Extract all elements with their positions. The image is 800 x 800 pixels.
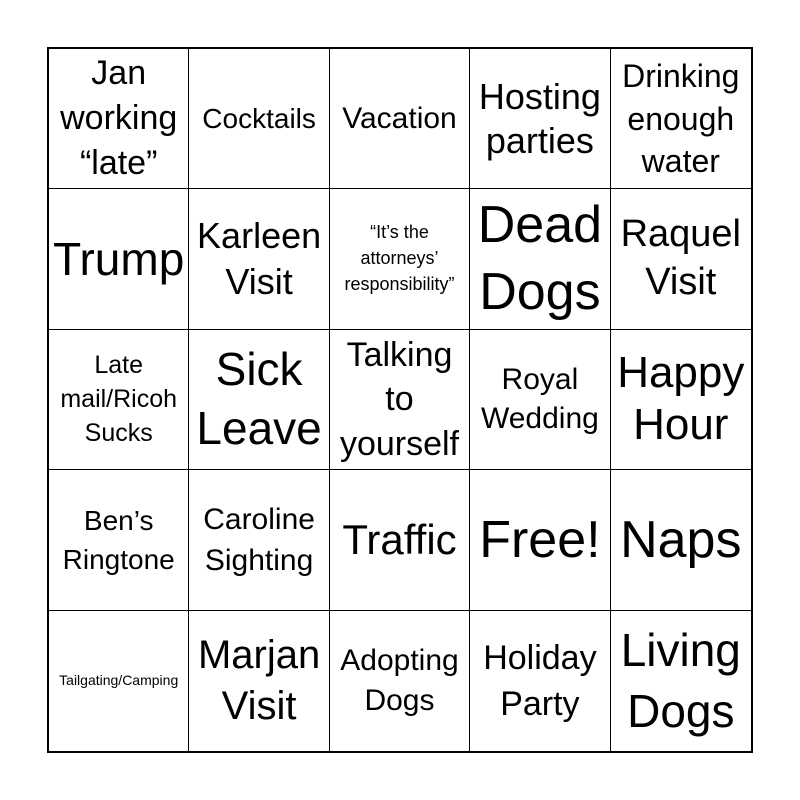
cell-label: Drinking enough water	[622, 58, 740, 179]
cell-label: Hosting parties	[478, 75, 601, 161]
bingo-cell-r5c2[interactable]	[189, 611, 329, 751]
bingo-cell-r4c1[interactable]	[49, 470, 189, 610]
bingo-cell-r3c2[interactable]	[189, 330, 329, 470]
bingo-board	[47, 47, 753, 753]
bingo-cell-r3c5[interactable]	[611, 330, 751, 470]
cell-label: Late mail/Ricoh Sucks	[60, 351, 178, 448]
bingo-cell-r3c4[interactable]	[470, 330, 610, 470]
cell-label: Holiday Party	[483, 638, 597, 723]
cell-label: Adopting Dogs	[340, 643, 459, 717]
cell-label: Free!	[479, 510, 601, 569]
cell-label: Vacation	[342, 101, 457, 135]
bingo-cell-r1c3[interactable]	[330, 49, 470, 189]
cell-label: Marjan Visit	[197, 633, 321, 728]
bingo-cell-r2c2[interactable]	[189, 189, 329, 329]
bingo-cell-r5c4[interactable]	[470, 611, 610, 751]
cell-label: Traffic	[342, 515, 457, 563]
cell-label: Raquel Visit	[620, 213, 741, 304]
bingo-cell-r4c2[interactable]	[189, 470, 329, 610]
cell-label: Cocktails	[202, 102, 316, 134]
cell-label: Living Dogs	[620, 624, 741, 737]
bingo-cell-r2c1[interactable]	[49, 189, 189, 329]
cell-label: Talking to yourself	[339, 336, 460, 463]
cell-label: Jan working “late”	[60, 54, 178, 183]
cell-label: Happy Hour	[617, 347, 745, 450]
bingo-cell-r1c4[interactable]	[470, 49, 610, 189]
bingo-cell-r3c3[interactable]	[330, 330, 470, 470]
bingo-cell-r2c5[interactable]	[611, 189, 751, 329]
bingo-cell-r4c3[interactable]	[330, 470, 470, 610]
cell-label: Dead Dogs	[477, 195, 603, 322]
bingo-cell-r4c5[interactable]	[611, 470, 751, 610]
bingo-cell-r4c4[interactable]	[470, 470, 610, 610]
cell-label: Royal Wedding	[480, 363, 599, 436]
cell-label: Trump	[53, 232, 185, 285]
cell-label: Sick Leave	[196, 342, 322, 455]
bingo-cell-r5c5[interactable]	[611, 611, 751, 751]
bingo-cell-r1c2[interactable]	[189, 49, 329, 189]
cell-label: Karleen Visit	[197, 215, 322, 303]
cell-label: “It’s the attorneys’ responsibility”	[344, 222, 455, 295]
bingo-cell-r2c4[interactable]	[470, 189, 610, 329]
bingo-cell-r2c3[interactable]	[330, 189, 470, 329]
bingo-cell-r5c3[interactable]	[330, 611, 470, 751]
cell-label: Caroline Sighting	[203, 502, 315, 577]
cell-label: Tailgating/Camping	[59, 672, 179, 689]
bingo-cell-r5c1[interactable]	[49, 611, 189, 751]
cell-label: Ben’s Ringtone	[62, 504, 175, 575]
bingo-cell-r1c5[interactable]	[611, 49, 751, 189]
cell-label: Naps	[620, 510, 742, 569]
bingo-cell-r1c1[interactable]	[49, 49, 189, 189]
bingo-cell-r3c1[interactable]	[49, 330, 189, 470]
